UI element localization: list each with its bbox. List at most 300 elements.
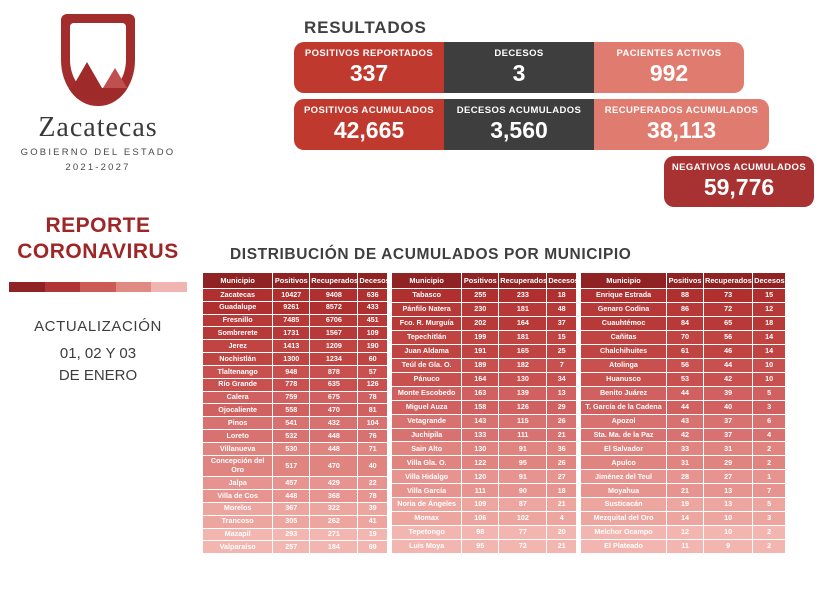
cell-positivos: 778	[273, 378, 310, 391]
cell-positivos: 517	[273, 455, 310, 476]
table-row	[203, 490, 388, 503]
card-decesos	[444, 42, 594, 93]
cell-decesos: 41	[358, 515, 388, 528]
cell-municipio: Sta. Ma. de la Paz	[581, 428, 667, 442]
cell-recuperados: 111	[499, 428, 547, 442]
card-positivos-reportados	[294, 42, 444, 93]
color-swatch-bar	[9, 282, 187, 292]
cell-recuperados: 322	[310, 502, 358, 515]
table-row	[203, 515, 388, 528]
cell-decesos: 2	[753, 526, 786, 540]
table-row	[392, 442, 577, 456]
cell-recuperados: 37	[703, 428, 752, 442]
cell-positivos: 164	[462, 372, 499, 386]
cell-municipio: Jiménez del Teul	[581, 470, 667, 484]
table-row	[203, 365, 388, 378]
table-row	[203, 289, 388, 302]
cell-decesos: 27	[547, 470, 577, 484]
cell-municipio: Miguel Auza	[392, 400, 462, 414]
cell-positivos: 133	[462, 428, 499, 442]
card-pacientes-activos	[594, 42, 744, 93]
table-header-row	[203, 273, 388, 289]
state-years: 2021-2027	[65, 162, 131, 173]
cell-recuperados: 10	[703, 512, 752, 526]
results-card-row-accumulated	[294, 99, 814, 150]
cell-municipio: Juan Aldama	[392, 344, 462, 358]
state-name: Zacatecas	[38, 112, 158, 143]
cell-decesos: 36	[547, 442, 577, 456]
card-label: RECUPERADOS ACUMULADOS	[604, 105, 759, 117]
cell-positivos: 28	[667, 470, 704, 484]
cell-positivos: 293	[273, 528, 310, 541]
cell-decesos: 14	[753, 330, 786, 344]
cell-decesos: 57	[358, 365, 388, 378]
cell-positivos: 44	[667, 400, 704, 414]
cell-positivos: 120	[462, 470, 499, 484]
cell-municipio: Melchor Ocampo	[581, 526, 667, 540]
municipality-table-3	[580, 272, 786, 554]
table-row	[392, 470, 577, 484]
sidebar	[0, 0, 196, 589]
cell-municipio: Apulco	[581, 456, 667, 470]
cell-decesos: 6	[753, 414, 786, 428]
cell-decesos: 636	[358, 289, 388, 302]
table-row	[581, 330, 786, 344]
table-row	[203, 391, 388, 404]
cell-positivos: 56	[667, 358, 704, 372]
cell-positivos: 1413	[273, 340, 310, 353]
cell-municipio: Ojocaliente	[203, 404, 273, 417]
cell-recuperados: 1234	[310, 353, 358, 366]
cell-municipio: Río Grande	[203, 378, 273, 391]
cell-positivos: 109	[462, 498, 499, 512]
cell-recuperados: 37	[703, 414, 752, 428]
cell-recuperados: 8572	[310, 301, 358, 314]
cell-municipio: Fresnillo	[203, 314, 273, 327]
table-row	[392, 289, 577, 303]
col-municipio: Municipio	[581, 273, 667, 289]
cell-municipio: Tlaltenango	[203, 365, 273, 378]
cell-recuperados: 448	[310, 430, 358, 443]
col-recuperados: Recuperados	[703, 273, 752, 289]
cell-municipio: Villa Hidalgo	[392, 470, 462, 484]
cell-recuperados: 182	[499, 358, 547, 372]
cell-decesos: 12	[753, 302, 786, 316]
cell-positivos: 42	[667, 428, 704, 442]
table-row	[581, 512, 786, 526]
cell-municipio: Calera	[203, 391, 273, 404]
cell-recuperados: 27	[703, 470, 752, 484]
cell-recuperados: 115	[499, 414, 547, 428]
cell-positivos: 367	[273, 502, 310, 515]
cell-municipio: Vetagrande	[392, 414, 462, 428]
cell-recuperados: 164	[499, 316, 547, 330]
cell-municipio: Cañitas	[581, 330, 667, 344]
table-row	[581, 372, 786, 386]
card-value: 38,113	[646, 117, 717, 144]
cell-municipio: Benito Juárez	[581, 386, 667, 400]
table-row	[581, 386, 786, 400]
cell-recuperados: 448	[310, 442, 358, 455]
update-date-line1: 01, 02 Y 03	[59, 344, 137, 362]
table-row	[581, 442, 786, 456]
card-recuperados-acumulados	[594, 99, 769, 150]
table-row	[581, 358, 786, 372]
cell-recuperados: 42	[703, 372, 752, 386]
cell-decesos: 13	[547, 386, 577, 400]
table-row	[392, 540, 577, 554]
cell-municipio: Tepechitlán	[392, 330, 462, 344]
distribution-tables	[202, 272, 820, 554]
cell-recuperados: 1209	[310, 340, 358, 353]
cell-decesos: 71	[358, 442, 388, 455]
cell-recuperados: 262	[310, 515, 358, 528]
table-row	[392, 512, 577, 526]
col-recuperados: Recuperados	[310, 273, 358, 289]
cell-municipio: Teúl de Gla. O.	[392, 358, 462, 372]
cell-decesos: 39	[358, 502, 388, 515]
swatch-2	[80, 282, 116, 292]
results-cards	[294, 42, 814, 213]
cell-municipio: Cuauhtémoc	[581, 316, 667, 330]
table-row	[392, 386, 577, 400]
cell-recuperados: 130	[499, 372, 547, 386]
card-value: 992	[649, 60, 689, 86]
cell-decesos: 10	[753, 358, 786, 372]
cell-recuperados: 10	[703, 526, 752, 540]
table-header-row	[392, 273, 577, 289]
cell-positivos: 541	[273, 417, 310, 430]
col-decesos: Decesos	[358, 273, 388, 289]
table-row	[581, 302, 786, 316]
main-panel	[196, 0, 820, 589]
card-value: 337	[349, 60, 389, 86]
cell-positivos: 122	[462, 456, 499, 470]
cell-positivos: 21	[667, 484, 704, 498]
table-row	[392, 414, 577, 428]
cell-decesos: 29	[547, 400, 577, 414]
cell-municipio: Loreto	[203, 430, 273, 443]
results-title: RESULTADOS	[304, 18, 427, 37]
cell-positivos: 199	[462, 330, 499, 344]
cell-decesos: 21	[547, 498, 577, 512]
cell-municipio: Villa de Cos	[203, 490, 273, 503]
cell-decesos: 25	[547, 344, 577, 358]
table-row	[581, 456, 786, 470]
cell-decesos: 109	[358, 327, 388, 340]
cell-municipio: Susticacán	[581, 498, 667, 512]
cell-municipio: Huanusco	[581, 372, 667, 386]
table-row	[392, 372, 577, 386]
cell-municipio: Mezquital del Oro	[581, 512, 667, 526]
cell-recuperados: 470	[310, 404, 358, 417]
card-value: 3,560	[490, 117, 548, 144]
cell-municipio: Atolinga	[581, 358, 667, 372]
cell-positivos: 106	[462, 512, 499, 526]
table-body-3	[581, 289, 786, 554]
table-row	[581, 344, 786, 358]
cell-positivos: 19	[667, 498, 704, 512]
table-row	[203, 502, 388, 515]
municipality-table-2	[391, 272, 577, 554]
table-row	[581, 316, 786, 330]
cell-positivos: 10427	[273, 289, 310, 302]
cell-decesos: 3	[753, 512, 786, 526]
cell-decesos: 190	[358, 340, 388, 353]
table-row	[392, 456, 577, 470]
cell-recuperados: 9408	[310, 289, 358, 302]
cell-recuperados: 878	[310, 365, 358, 378]
cell-recuperados: 675	[310, 391, 358, 404]
table-row	[581, 540, 786, 554]
table-row	[203, 327, 388, 340]
card-negativos-acumulados	[664, 156, 814, 207]
cell-decesos: 18	[547, 289, 577, 303]
cell-decesos: 37	[547, 316, 577, 330]
cell-recuperados: 87	[499, 498, 547, 512]
cell-decesos: 20	[547, 526, 577, 540]
cell-municipio: Zacatecas	[203, 289, 273, 302]
cell-municipio: Pánfilo Natera	[392, 302, 462, 316]
swatch-3	[116, 282, 152, 292]
cell-positivos: 1300	[273, 353, 310, 366]
cell-positivos: 158	[462, 400, 499, 414]
card-decesos-acumulados	[444, 99, 594, 150]
cell-decesos: 5	[753, 386, 786, 400]
cell-decesos: 26	[547, 456, 577, 470]
cell-decesos: 5	[753, 498, 786, 512]
table-row	[203, 301, 388, 314]
card-positivos-acumulados	[294, 99, 444, 150]
cell-positivos: 163	[462, 386, 499, 400]
cell-recuperados: 56	[703, 330, 752, 344]
cell-positivos: 255	[462, 289, 499, 303]
table-row	[392, 498, 577, 512]
distribution-title: DISTRIBUCIÓN DE ACUMULADOS POR MUNICIPIO	[230, 246, 632, 263]
cell-municipio: Villa Gla. O.	[392, 456, 462, 470]
cell-recuperados: 46	[703, 344, 752, 358]
cell-municipio: T. García de la Cadena	[581, 400, 667, 414]
results-card-row-negatives	[294, 156, 814, 207]
card-value: 42,665	[333, 117, 405, 144]
table-row	[581, 400, 786, 414]
cell-decesos: 21	[547, 428, 577, 442]
cell-positivos: 759	[273, 391, 310, 404]
swatch-4	[151, 282, 187, 292]
cell-municipio: Jalpa	[203, 477, 273, 490]
cell-positivos: 53	[667, 372, 704, 386]
cell-positivos: 11	[667, 540, 704, 554]
cell-positivos: 12	[667, 526, 704, 540]
report-title	[0, 213, 196, 266]
swatch-0	[9, 282, 45, 292]
cell-municipio: Villa García	[392, 484, 462, 498]
table-row	[392, 484, 577, 498]
cell-decesos: 451	[358, 314, 388, 327]
cell-positivos: 532	[273, 430, 310, 443]
cell-recuperados: 126	[499, 400, 547, 414]
cell-positivos: 457	[273, 477, 310, 490]
table-row	[392, 400, 577, 414]
cell-municipio: Tabasco	[392, 289, 462, 303]
cell-municipio: Valparaíso	[203, 541, 273, 554]
cell-municipio: Noria de Ángeles	[392, 498, 462, 512]
cell-recuperados: 39	[703, 386, 752, 400]
cell-recuperados: 139	[499, 386, 547, 400]
col-positivos: Positivos	[667, 273, 704, 289]
col-positivos: Positivos	[273, 273, 310, 289]
cell-decesos: 19	[358, 528, 388, 541]
cell-decesos: 21	[547, 540, 577, 554]
cell-positivos: 86	[667, 302, 704, 316]
cell-decesos: 26	[547, 414, 577, 428]
cell-municipio: El Plateado	[581, 540, 667, 554]
cell-positivos: 7485	[273, 314, 310, 327]
cell-decesos: 126	[358, 378, 388, 391]
report-title-line2: CORONAVIRUS	[17, 240, 179, 264]
cell-municipio: Pánuco	[392, 372, 462, 386]
cell-decesos: 15	[753, 289, 786, 303]
cell-municipio: Enrique Estrada	[581, 289, 667, 303]
table-row	[392, 302, 577, 316]
table-row	[203, 477, 388, 490]
table-row	[581, 414, 786, 428]
cell-positivos: 61	[667, 344, 704, 358]
cell-positivos: 95	[462, 540, 499, 554]
col-decesos: Decesos	[753, 273, 786, 289]
card-value: 59,776	[703, 174, 775, 201]
report-title-line1: REPORTE	[45, 214, 151, 237]
cell-municipio: Villanueva	[203, 442, 273, 455]
cell-municipio: Luis Moya	[392, 540, 462, 554]
cell-municipio: Juchipila	[392, 428, 462, 442]
table-header-row	[581, 273, 786, 289]
table-row	[581, 470, 786, 484]
cell-recuperados: 90	[499, 484, 547, 498]
cell-positivos: 9261	[273, 301, 310, 314]
table-row	[392, 316, 577, 330]
cell-decesos: 10	[753, 372, 786, 386]
cell-decesos: 34	[547, 372, 577, 386]
cell-decesos: 7	[547, 358, 577, 372]
cell-decesos: 2	[753, 442, 786, 456]
cell-municipio: Mazapil	[203, 528, 273, 541]
cell-recuperados: 44	[703, 358, 752, 372]
update-label: ACTUALIZACIÓN	[34, 317, 162, 335]
cell-positivos: 189	[462, 358, 499, 372]
card-label: POSITIVOS REPORTADOS	[304, 48, 434, 59]
table-row	[203, 314, 388, 327]
update-date	[0, 343, 196, 388]
cell-municipio: Sombrerete	[203, 327, 273, 340]
cell-positivos: 43	[667, 414, 704, 428]
cell-recuperados: 13	[703, 484, 752, 498]
cell-recuperados: 635	[310, 378, 358, 391]
cell-municipio: Jerez	[203, 340, 273, 353]
cell-recuperados: 73	[703, 289, 752, 303]
cell-decesos: 4	[547, 512, 577, 526]
cell-municipio: Pinos	[203, 417, 273, 430]
card-label: DECESOS ACUMULADOS	[456, 105, 582, 117]
cell-recuperados: 6706	[310, 314, 358, 327]
col-positivos: Positivos	[462, 273, 499, 289]
cell-municipio: Trancoso	[203, 515, 273, 528]
table-row	[203, 442, 388, 455]
table-row	[203, 417, 388, 430]
table-row	[203, 404, 388, 417]
state-subtitle: GOBIERNO DEL ESTADO	[20, 147, 176, 158]
cell-positivos: 143	[462, 414, 499, 428]
cell-recuperados: 29	[703, 456, 752, 470]
cell-recuperados: 368	[310, 490, 358, 503]
cell-positivos: 14	[667, 512, 704, 526]
table-row	[203, 353, 388, 366]
cell-decesos: 7	[753, 484, 786, 498]
cell-positivos: 948	[273, 365, 310, 378]
cell-decesos: 15	[547, 330, 577, 344]
table-row	[203, 541, 388, 554]
table-row	[203, 378, 388, 391]
cell-decesos: 76	[358, 430, 388, 443]
table-row	[203, 340, 388, 353]
cell-decesos: 22	[358, 477, 388, 490]
col-municipio: Municipio	[392, 273, 462, 289]
cell-decesos: 40	[358, 455, 388, 476]
cell-municipio: Guadalupe	[203, 301, 273, 314]
table-row	[581, 289, 786, 303]
cell-recuperados: 91	[499, 470, 547, 484]
zacatecas-crest-icon	[61, 14, 135, 106]
cell-positivos: 202	[462, 316, 499, 330]
cell-positivos: 88	[667, 289, 704, 303]
card-value: 3	[512, 60, 526, 86]
cell-positivos: 111	[462, 484, 499, 498]
cell-recuperados: 181	[499, 302, 547, 316]
cell-decesos: 433	[358, 301, 388, 314]
cell-decesos: 60	[358, 353, 388, 366]
cell-decesos: 3	[753, 400, 786, 414]
table-row	[203, 455, 388, 476]
cell-recuperados: 1567	[310, 327, 358, 340]
cell-decesos: 18	[753, 316, 786, 330]
cell-decesos: 2	[753, 540, 786, 554]
cell-municipio: Moyahua	[581, 484, 667, 498]
cell-municipio: El Salvador	[581, 442, 667, 456]
table-row	[392, 526, 577, 540]
table-row	[203, 528, 388, 541]
card-label: NEGATIVOS ACUMULADOS	[671, 162, 807, 174]
cell-recuperados: 184	[310, 541, 358, 554]
cell-positivos: 448	[273, 490, 310, 503]
cell-recuperados: 31	[703, 442, 752, 456]
col-recuperados: Recuperados	[499, 273, 547, 289]
update-date-line2: DE ENERO	[58, 367, 138, 384]
cell-decesos: 78	[358, 490, 388, 503]
cell-recuperados: 102	[499, 512, 547, 526]
table-row	[392, 344, 577, 358]
cell-positivos: 33	[667, 442, 704, 456]
cell-municipio: Monte Escobedo	[392, 386, 462, 400]
cell-decesos: 81	[358, 404, 388, 417]
table-row	[581, 484, 786, 498]
cell-recuperados: 13	[703, 498, 752, 512]
table-body-1	[203, 289, 388, 554]
cell-positivos: 130	[462, 442, 499, 456]
cell-municipio: Genaro Codina	[581, 302, 667, 316]
cell-recuperados: 470	[310, 455, 358, 476]
col-decesos: Decesos	[547, 273, 577, 289]
cell-municipio: Tepetongo	[392, 526, 462, 540]
